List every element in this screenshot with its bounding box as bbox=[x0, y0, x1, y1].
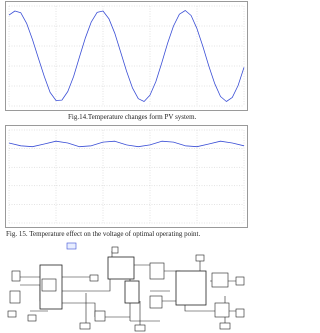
model-block bbox=[236, 309, 244, 317]
model-block bbox=[176, 271, 206, 305]
model-block bbox=[196, 255, 204, 261]
model-block bbox=[212, 273, 228, 287]
model-block bbox=[135, 325, 145, 331]
model-block bbox=[67, 243, 76, 249]
series-line bbox=[9, 11, 244, 102]
model-block bbox=[220, 323, 230, 329]
model-block bbox=[236, 277, 244, 285]
model-block bbox=[90, 275, 98, 281]
model-block bbox=[28, 315, 36, 321]
temperature-chart bbox=[6, 2, 247, 110]
model-block bbox=[12, 271, 20, 281]
voltage-chart bbox=[6, 126, 247, 227]
temperature-plot bbox=[5, 1, 248, 111]
figure-14-caption: Fig.14.Temperature changes form PV system. bbox=[68, 113, 197, 121]
model-block bbox=[10, 291, 20, 303]
figure-15-caption: Fig. 15. Temperature effect on the voltage of optimal operating point. bbox=[6, 230, 201, 238]
model-block bbox=[150, 263, 164, 279]
model-block bbox=[108, 257, 134, 279]
model-block bbox=[112, 247, 118, 253]
model-block bbox=[8, 311, 16, 317]
model-block bbox=[150, 296, 162, 308]
voltage-plot bbox=[5, 125, 248, 228]
model-block bbox=[215, 303, 229, 317]
series-line bbox=[9, 141, 244, 147]
model-blocks bbox=[8, 243, 244, 331]
model-block bbox=[42, 279, 56, 291]
simulink-block-diagram bbox=[0, 241, 252, 333]
model-block bbox=[95, 311, 105, 321]
model-block bbox=[125, 281, 139, 303]
model-block bbox=[80, 323, 90, 329]
